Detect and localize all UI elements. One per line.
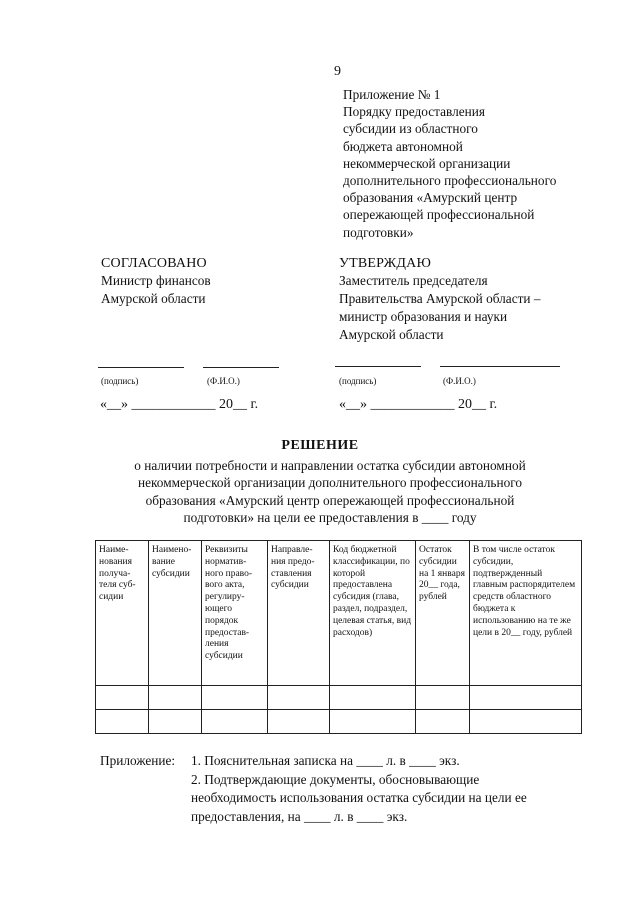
table-header-cell: Остаток субсидии на 1 января 20__ года, рублей [416,541,470,686]
table-cell [268,686,330,710]
table-header-cell: Наимено-вание субсидии [149,541,202,686]
table-cell [330,710,416,734]
table-cell [202,686,268,710]
appendix-header [343,86,633,241]
table-cell [96,686,149,710]
table-cell [149,710,202,734]
subtitle-line: о наличии потребности и направлении остатка субсидии автономной [134,458,526,473]
table-row [96,686,582,710]
approved-date: «__» ____________ 20__ г. [339,397,498,412]
agreed-heading: СОГЛАСОВАНО [101,256,207,271]
appendix-line: подготовки» [343,224,414,240]
table-header-cell: Наиме-нования получа-теля суб-сидии [96,541,149,686]
agreed-block [101,255,211,308]
decision-subtitle [100,457,560,526]
table-header-cell: Код бюджетной классификации, по которой предоставлена субсидия (глава, раздел, подраздел, целевая статья, вид расходов) [330,541,416,686]
appendix-line: некоммерческой организации [343,155,511,171]
decision-title: РЕШЕНИЕ [281,438,359,453]
table-cell [268,710,330,734]
appendix-line: опережающей профессиональной [343,207,535,223]
page-number: 9 [334,64,341,79]
table-header-row [96,541,582,686]
annex-label: Приложение: [100,753,176,768]
agreed-signature-line [98,367,184,368]
approved-line: Правительства Амурской области – [339,291,541,306]
table-header-cell: В том числе остаток субсидии, подтвержденный главным распорядителем средств областного бюджета к использованию на те же цели в 20__ году, рублей [470,541,582,686]
annex-line: предоставления, на ____ л. в ____ экз. [191,808,408,824]
subtitle-line: подготовки» на цели ее предоставления в ____ году [183,509,477,525]
table-cell [330,686,416,710]
table-cell [416,686,470,710]
agreed-name-label: (Ф.И.О.) [207,376,240,386]
approved-line: министр образования и науки [339,309,508,324]
table-cell [202,710,268,734]
approved-signature-line [335,366,421,367]
annex-line: 2. Подтверждающие документы, обосновывающие [191,771,480,787]
appendix-line: образования «Амурский центр [343,190,518,206]
table-cell [416,710,470,734]
agreed-signature-label: (подпись) [101,376,139,386]
approved-name-label: (Ф.И.О.) [443,376,476,386]
approved-signature-label: (подпись) [339,376,377,386]
agreed-line: Министр финансов [101,273,211,288]
approved-block [339,255,541,344]
appendix-line: бюджета автономной [343,138,463,154]
subsidy-table [95,540,582,734]
table-cell [470,686,582,710]
approved-line: Амурской области [339,327,444,342]
subtitle-line: некоммерческой организации дополнительного профессионального [138,475,522,491]
table-cell [470,710,582,734]
agreed-name-line [203,367,279,368]
subtitle-line: образования «Амурский центр опережающей профессиональной [145,492,515,508]
approved-heading: УТВЕРЖДАЮ [339,256,432,271]
agreed-line: Амурской области [101,291,206,306]
agreed-date: «__» ____________ 20__ г. [100,397,259,412]
approved-line: Заместитель председателя [339,273,488,288]
table-header-cell: Реквизиты норматив-ного право-вого акта, регулиру-ющего порядок предостав-ления субсидии [202,541,268,686]
annex-line: необходимость использования остатка субсидии на цели ее [191,790,527,805]
approved-name-line [440,366,560,367]
appendix-line: дополнительного профессионального [343,173,557,189]
table-header-cell: Направле-ния предо-ставления субсидии [268,541,330,686]
appendix-line: субсидии из областного [343,121,478,137]
appendix-line: Приложение № 1 [343,87,441,102]
table-cell [96,710,149,734]
table-row [96,710,582,734]
table-cell [149,686,202,710]
annex-line: 1. Пояснительная записка на ____ л. в ____ экз. [191,753,460,768]
appendix-line: Порядку предоставления [343,104,486,120]
